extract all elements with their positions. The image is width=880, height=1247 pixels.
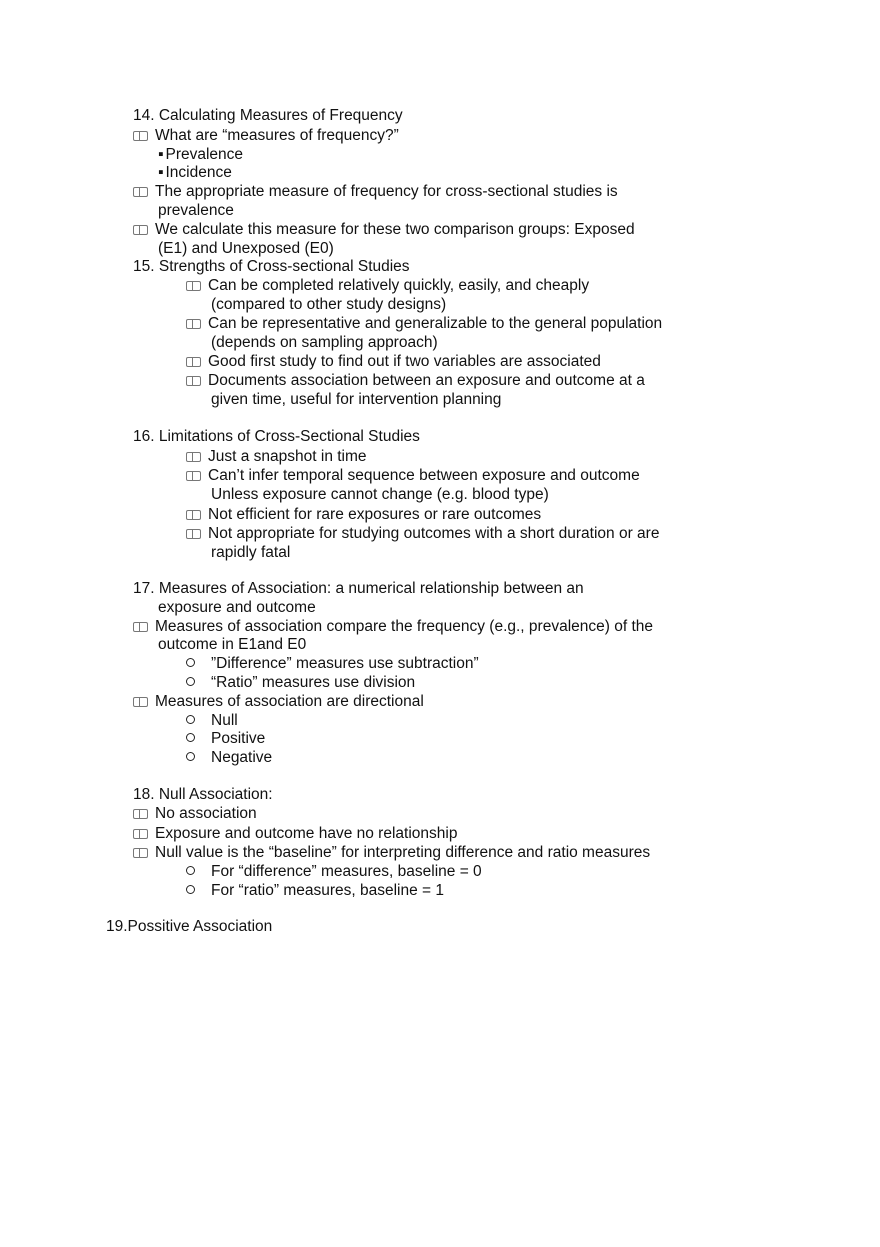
list-item: Can be completed relatively quickly, easily, and cheaply bbox=[186, 276, 589, 295]
book-bullet-icon bbox=[133, 225, 148, 235]
book-bullet-icon bbox=[133, 131, 148, 141]
circle-bullet-icon bbox=[186, 733, 195, 742]
list-item: Exposure and outcome have no relationship bbox=[133, 824, 457, 843]
book-bullet-icon bbox=[186, 376, 201, 386]
list-item: Not appropriate for studying outcomes with a short duration or are bbox=[186, 524, 659, 543]
list-item: No association bbox=[133, 804, 257, 823]
list-item: Just a snapshot in time bbox=[186, 447, 367, 466]
book-bullet-icon bbox=[186, 529, 201, 539]
book-bullet-icon bbox=[186, 452, 201, 462]
circle-bullet-icon bbox=[186, 752, 195, 761]
circle-bullet-icon bbox=[186, 658, 195, 667]
book-bullet-icon bbox=[186, 319, 201, 329]
list-item: The appropriate measure of frequency for cross-sectional studies is bbox=[133, 182, 618, 201]
section-14-question: What are “measures of frequency?” bbox=[133, 126, 399, 145]
list-item: Measures of association compare the frequency (e.g., prevalence) of the bbox=[133, 617, 653, 636]
list-item: ▪ Incidence bbox=[158, 164, 232, 181]
square-bullet-icon: ▪ bbox=[158, 164, 164, 181]
book-bullet-icon bbox=[133, 622, 148, 632]
list-item: For “difference” measures, baseline = 0 bbox=[186, 862, 482, 881]
book-bullet-icon bbox=[186, 281, 201, 291]
section-15-heading: 15. Strengths of Cross-sectional Studies bbox=[133, 258, 410, 275]
book-bullet-icon bbox=[186, 471, 201, 481]
book-bullet-icon bbox=[186, 357, 201, 367]
circle-bullet-icon bbox=[186, 677, 195, 686]
list-item-continuation: (compared to other study designs) bbox=[211, 296, 447, 313]
list-item: Positive bbox=[186, 729, 265, 748]
list-item: Documents association between an exposure and outcome at a bbox=[186, 371, 645, 390]
book-bullet-icon bbox=[133, 187, 148, 197]
list-item-continuation: rapidly fatal bbox=[211, 544, 291, 561]
section-19-heading: 19.Possitive Association bbox=[106, 918, 273, 935]
list-item-continuation: given time, useful for intervention planning bbox=[211, 391, 502, 408]
book-bullet-icon bbox=[133, 829, 148, 839]
book-bullet-icon bbox=[133, 848, 148, 858]
circle-bullet-icon bbox=[186, 885, 195, 894]
list-item: For “ratio” measures, baseline = 1 bbox=[186, 881, 444, 900]
section-16-heading: 16. Limitations of Cross-Sectional Studies bbox=[133, 428, 420, 445]
list-item: Measures of association are directional bbox=[133, 692, 424, 711]
section-17-heading: 17. Measures of Association: a numerical relationship between an bbox=[133, 580, 584, 597]
book-bullet-icon bbox=[133, 697, 148, 707]
list-item-continuation: (depends on sampling approach) bbox=[211, 334, 438, 351]
list-item: “Ratio” measures use division bbox=[186, 673, 415, 692]
list-item: Can be representative and generalizable to the general population bbox=[186, 314, 662, 333]
list-item: Negative bbox=[186, 748, 272, 767]
list-item: Null bbox=[186, 711, 238, 730]
list-item: Good first study to find out if two variables are associated bbox=[186, 352, 601, 371]
book-bullet-icon bbox=[133, 809, 148, 819]
square-bullet-icon: ▪ bbox=[158, 146, 164, 163]
list-item: ▪ Prevalence bbox=[158, 146, 244, 163]
list-item-continuation: (E1) and Unexposed (E0) bbox=[158, 240, 334, 257]
section-14-heading: 14. Calculating Measures of Frequency bbox=[133, 107, 403, 124]
book-bullet-icon bbox=[186, 510, 201, 520]
section-18-heading: 18. Null Association: bbox=[133, 786, 273, 803]
list-item-continuation: prevalence bbox=[158, 202, 234, 219]
list-item: Null value is the “baseline” for interpreting difference and ratio measures bbox=[133, 843, 650, 862]
section-17-heading-continuation: exposure and outcome bbox=[158, 599, 316, 616]
list-item: ”Difference” measures use subtraction” bbox=[186, 654, 479, 673]
circle-bullet-icon bbox=[186, 866, 195, 875]
list-item: Can’t infer temporal sequence between exposure and outcome bbox=[186, 466, 640, 485]
list-item-continuation: Unless exposure cannot change (e.g. blood type) bbox=[211, 486, 549, 503]
list-item-continuation: outcome in E1and E0 bbox=[158, 636, 307, 653]
list-item: Not efficient for rare exposures or rare outcomes bbox=[186, 505, 541, 524]
list-item: We calculate this measure for these two comparison groups: Exposed bbox=[133, 220, 635, 239]
circle-bullet-icon bbox=[186, 715, 195, 724]
